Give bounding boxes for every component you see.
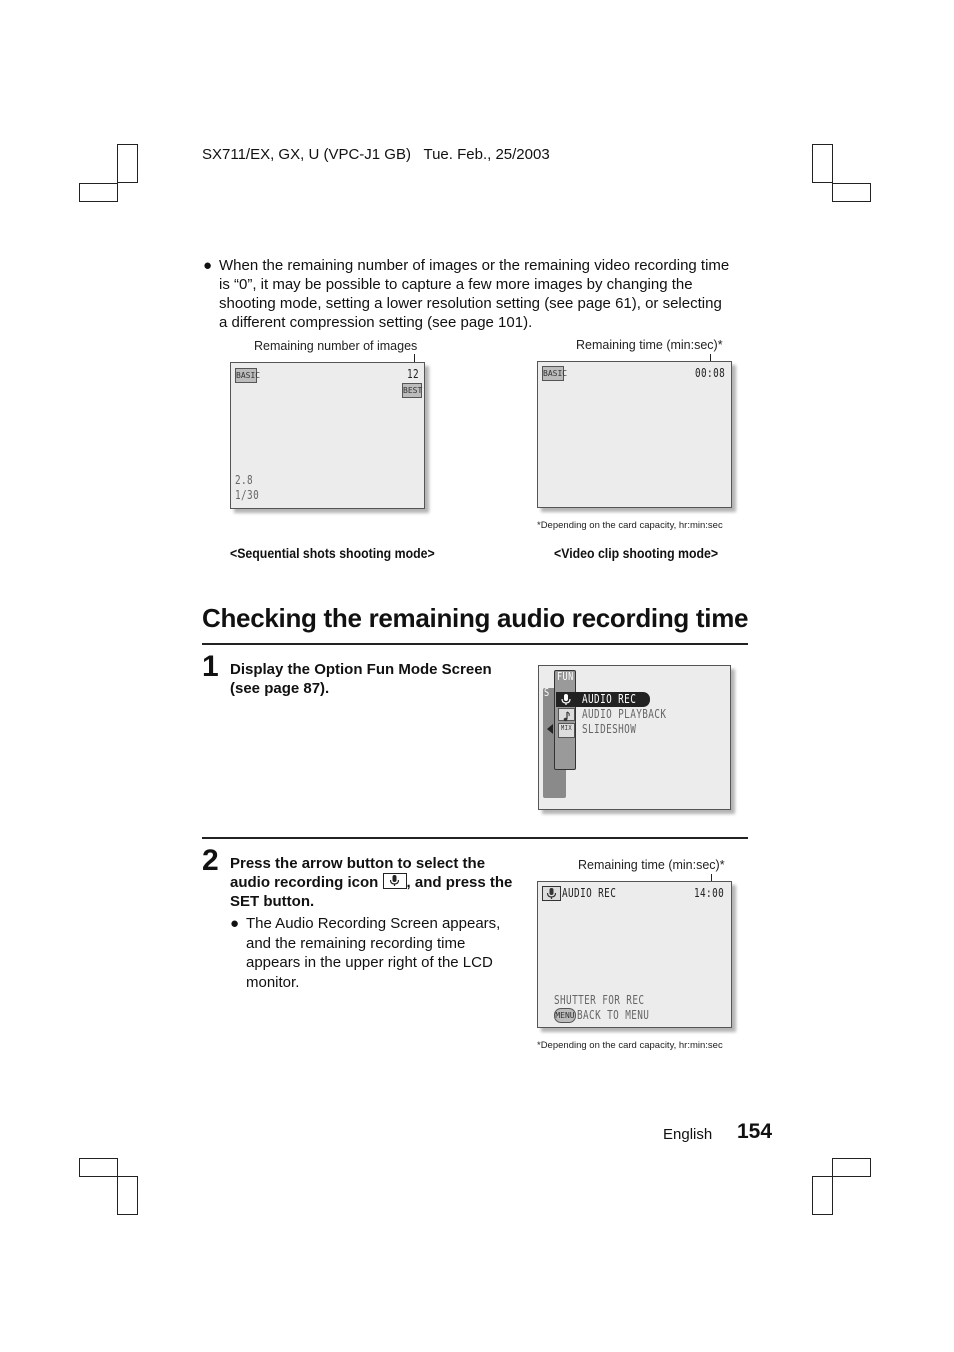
caption-video: <Video clip shooting mode> xyxy=(554,545,719,561)
crop-mark xyxy=(812,1176,833,1215)
lcd-video-screen xyxy=(537,361,732,508)
crop-mark xyxy=(832,183,871,202)
lcd-audio-rec-screen xyxy=(537,881,732,1028)
menu-badge-icon: MENU xyxy=(554,1008,576,1023)
step-2-text xyxy=(230,854,520,911)
menu-item-audio-rec: AUDIO REC xyxy=(582,692,637,706)
video-remaining-time: 00:08 xyxy=(695,366,726,380)
tab-s-label: S xyxy=(544,686,550,699)
page-number: 154 xyxy=(737,1120,773,1143)
step-2-subtext: The Audio Recording Screen appears, and the remaining recording time appears in the upper right of the LCD monitor. xyxy=(246,915,501,991)
shutter-for-rec: SHUTTER FOR REC xyxy=(554,993,645,1007)
section-title: Checking the remaining audio recording time xyxy=(202,603,749,633)
footnote-audio: *Depending on the card capacity, hr:min:sec xyxy=(537,1040,723,1051)
slideshow-mix-icon xyxy=(558,723,575,738)
step-number: 1 xyxy=(202,650,219,683)
shutter-value: 1/30 xyxy=(235,488,260,502)
header-date: Tue. Feb., 25/2003 xyxy=(423,146,550,163)
step-rule xyxy=(202,837,748,839)
basic-badge: BASIC xyxy=(542,366,564,381)
crop-mark xyxy=(812,144,833,183)
footer-language: English xyxy=(663,1126,713,1143)
crop-mark xyxy=(79,1158,118,1177)
step-2-subbullet xyxy=(230,914,520,992)
section-rule xyxy=(202,643,748,645)
basic-badge: BASIC xyxy=(235,368,257,383)
back-to-menu: BACK TO MENU xyxy=(577,1008,650,1022)
document-header xyxy=(202,146,550,163)
menu-arrow-icon xyxy=(547,724,553,734)
audio-remaining-time: 14:00 xyxy=(694,886,725,900)
label-remaining-time-video: Remaining time (min:sec)* xyxy=(576,338,723,352)
step-1-text: Display the Option Fun Mode Screen (see page 87). xyxy=(230,661,492,697)
tab-fun-label: FUN xyxy=(557,670,574,683)
menu-item-audio-playback: AUDIO PLAYBACK xyxy=(582,707,667,721)
footnote-video: *Depending on the card capacity, hr:min:sec xyxy=(537,520,723,531)
label-remaining-images: Remaining number of images xyxy=(254,339,418,353)
audio-recording-icon xyxy=(383,873,407,889)
crop-mark xyxy=(79,183,118,202)
music-note-icon xyxy=(558,708,575,721)
microphone-icon xyxy=(542,886,561,901)
intro-bullet xyxy=(203,256,733,332)
lcd-sequential-screen xyxy=(230,362,425,509)
audio-rec-title: AUDIO REC xyxy=(562,886,617,900)
aperture-value: 2.8 xyxy=(235,473,254,487)
crop-mark xyxy=(117,144,138,183)
menu-item-slideshow: SLIDESHOW xyxy=(582,722,637,736)
label-remaining-time-audio: Remaining time (min:sec)* xyxy=(578,858,725,872)
remaining-count: 12 xyxy=(407,367,420,381)
bullet-dot: ● xyxy=(230,915,240,932)
model-info: SX711/EX, GX, U (VPC-J1 GB) xyxy=(202,146,411,163)
intro-text: When the remaining number of images or the remaining video recording time is “0”, it may be possible to capture a few more images by changing the shooting mode, setting a lower resolution setting (see page 61), or selecting a different compression setting (see page 101). xyxy=(219,257,730,331)
crop-mark xyxy=(117,1176,138,1215)
bullet-dot: ● xyxy=(203,257,213,274)
crop-mark xyxy=(832,1158,871,1177)
step-2-text-before: Press the arrow button to select the audio recording icon xyxy=(230,855,486,891)
best-badge: BEST xyxy=(402,383,422,398)
lcd-fun-menu-screen xyxy=(538,665,731,810)
step-number: 2 xyxy=(202,844,219,877)
microphone-icon xyxy=(559,693,573,706)
caption-sequential: <Sequential shots shooting mode> xyxy=(230,545,435,561)
mix-label: MIX xyxy=(561,724,573,732)
step-2-text-after: , and press the SET button. xyxy=(230,874,513,910)
